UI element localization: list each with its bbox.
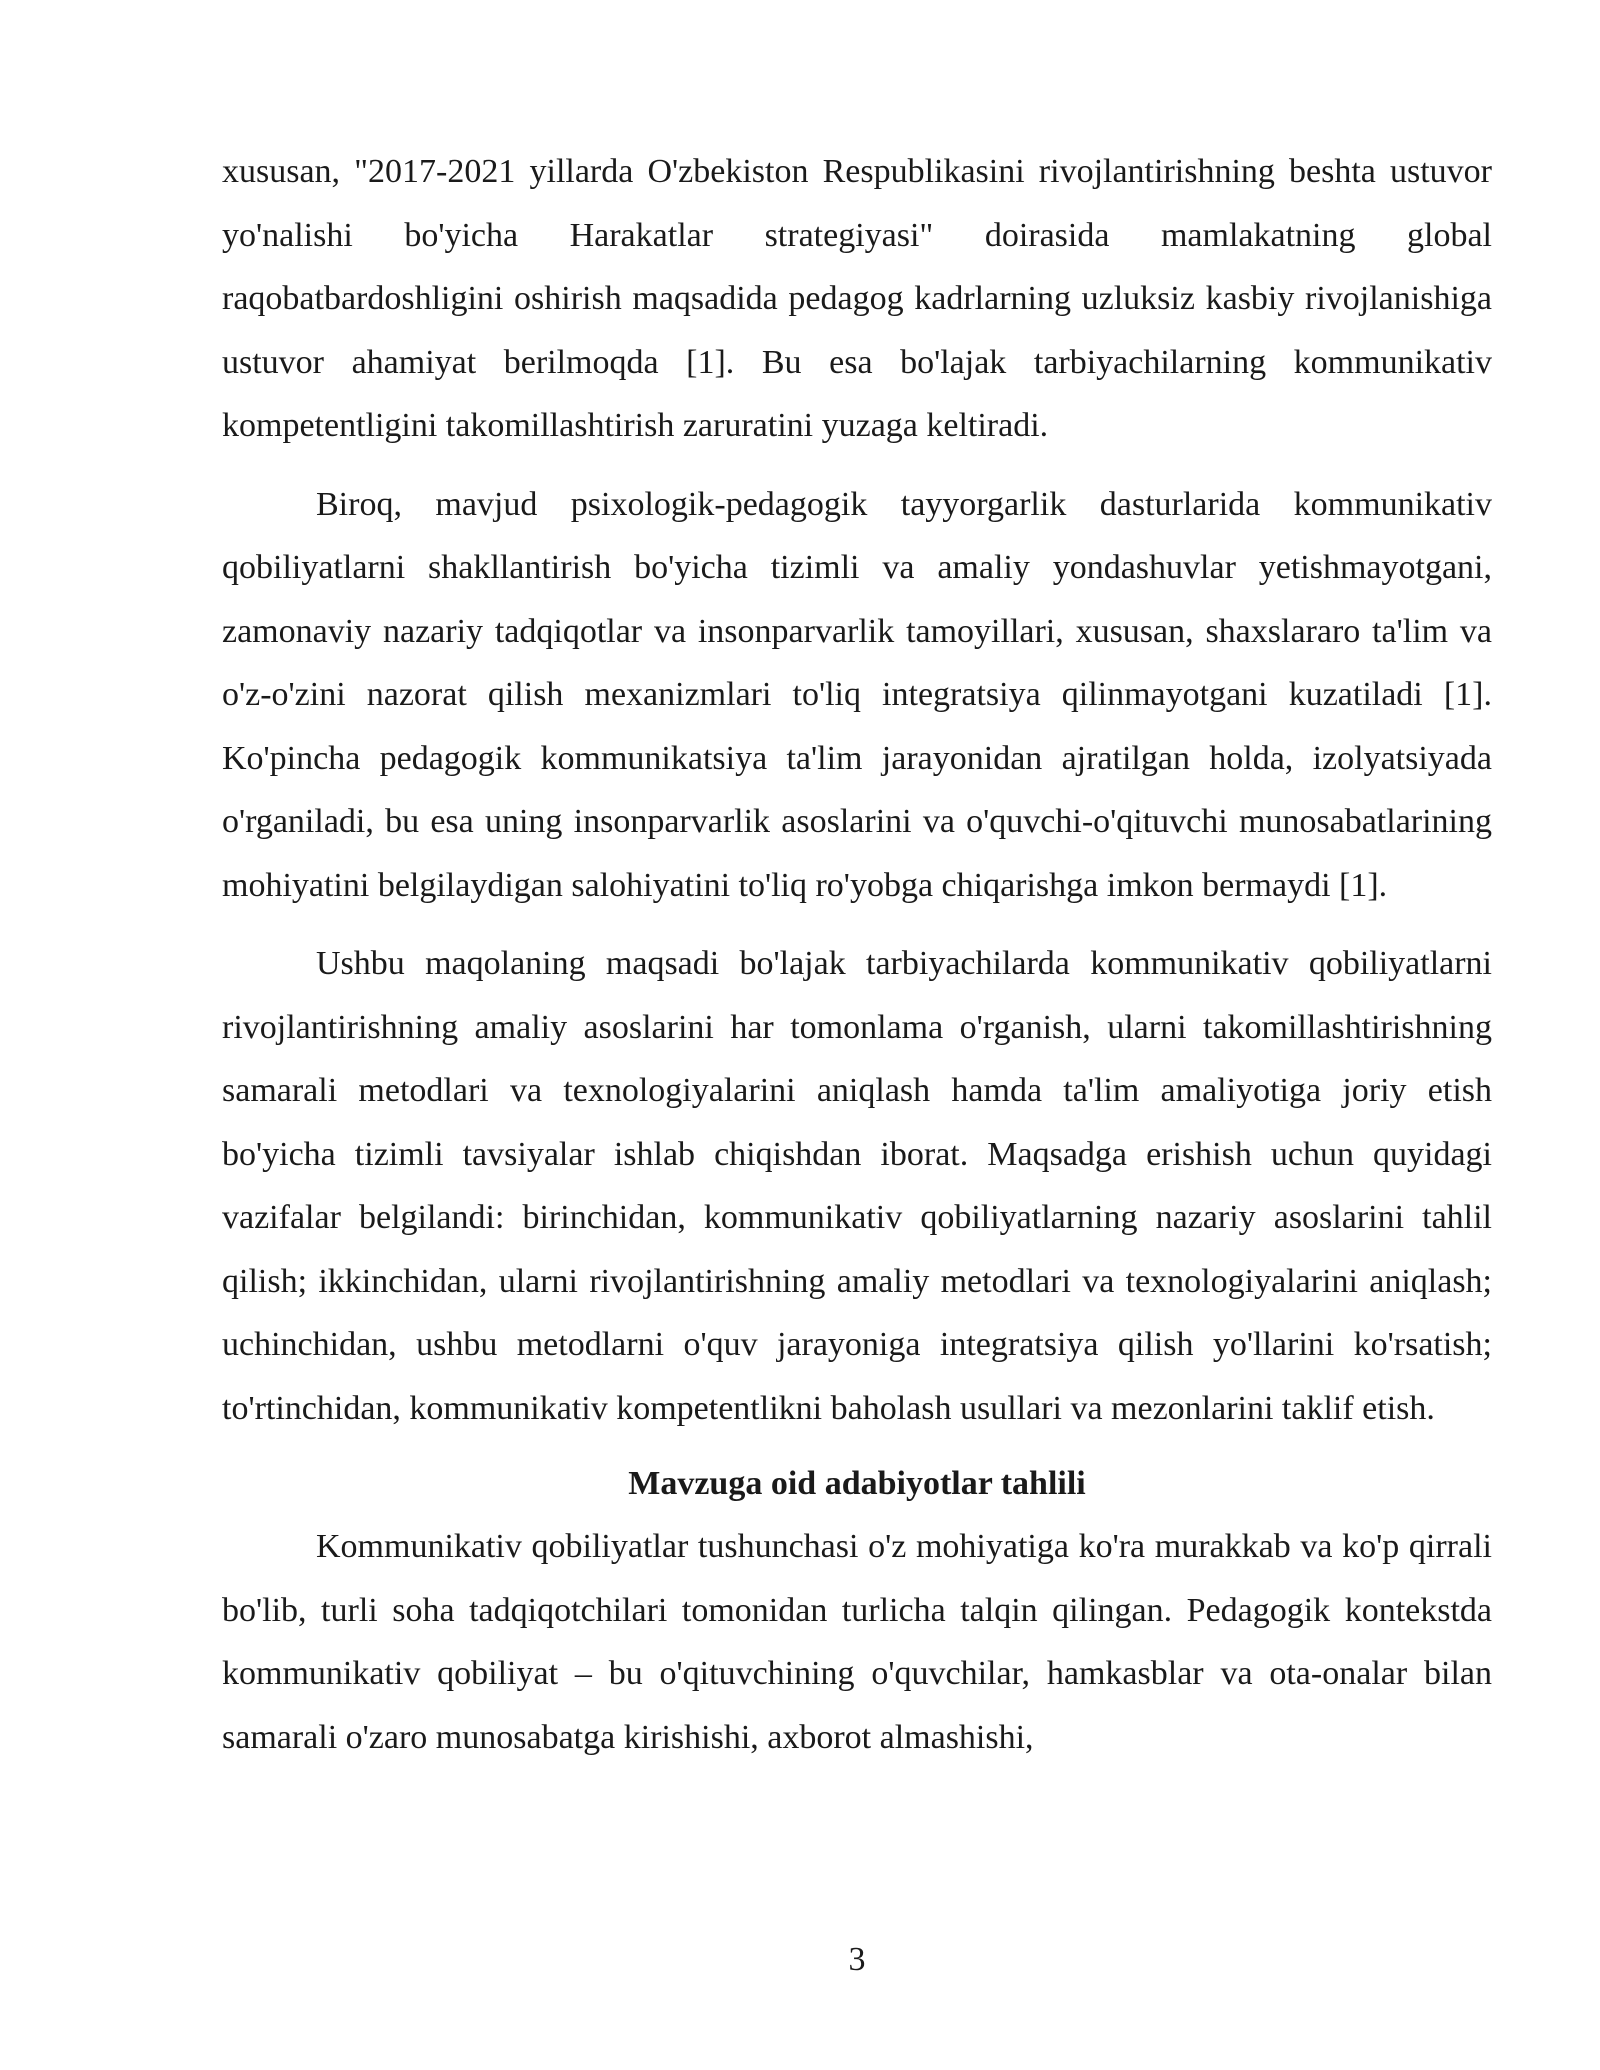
page-number: 3 <box>848 1941 866 1978</box>
paragraph-continuation: xususan, "2017-2021 yillarda O'zbekiston Respublikasini rivojlantirishning beshta ustuvor yo'nalishi bo'yicha Harakatlar strategiyasi" doirasida mamlakatning global raqobatbardoshligini oshirish maqsadida pedagog kadrlarning uzluksiz kasbiy rivojlanishiga ustuvor ahamiyat berilmoqda [1]. Bu esa bo'lajak tarbiyachilarning kommunikativ kompetentligini takomillashtirish zaruratini yuzaga keltiradi. <box>222 153 1492 444</box>
paragraph-biroq: Biroq, mavjud psixologik-pedagogik tayyorgarlik dasturlarida kommunikativ qobiliyatlarni shakllantirish bo'yicha tizimli va amaliy yondashuvlar yetishmayotgani, zamonaviy nazariy tadqiqotlar va insonparvarlik tamoyillari, xususan, shaxslararo ta'lim va o'z-o'zini nazorat qilish mexanizmlari to'liq integratsiya qilinmayotgani kuzatiladi [1]. Ko'pincha pedagogik kommunikatsiya ta'lim jarayonidan ajratilgan holda, izolyatsiyada o'rganiladi, bu esa uning insonparvarlik asoslarini va o'quvchi-o'qituvchi munosabatlarining mohiyatini belgilaydigan salohiyatini to'liq ro'yobga chiqarishga imkon bermaydi [1]. <box>222 485 1492 904</box>
paragraph-aim: Ushbu maqolaning maqsadi bo'lajak tarbiyachilarda kommunikativ qobiliyatlarni rivojlantirishning amaliy asoslarini har tomonlama o'rganish, ularni takomillashtirishning samarali metodlari va texnologiyalarini aniqlash hamda ta'lim amaliyotiga joriy etish bo'yicha tizimli tavsiyalar ishlab chiqishdan iborat. Maqsadga erishish uchun quyidagi vazifalar belgilandi: birinchidan, kommunikativ qobiliyatlarning nazariy asoslarini tahlil qilish; ikkinchidan, ularni rivojlantirishning amaliy metodlari va texnologiyalarini aniqlash; uchinchidan, ushbu metodlarni o'quv jarayoniga integratsiya qilish yo'llarini ko'rsatish; to'rtinchidan, kommunikativ kompetentlikni baholash usullari va mezonlarini taklif etish. <box>222 945 1492 1427</box>
document-page <box>222 140 1492 1769</box>
section-heading: Mavzuga oid adabiyotlar tahlili <box>628 1465 1086 1502</box>
paragraph-literature: Kommunikativ qobiliyatlar tushunchasi o'z mohiyatiga ko'ra murakkab va ko'p qirrali bo'lib, turli soha tadqiqotchilari tomonidan turlicha talqin qilingan. Pedagogik kontekstda kommunikativ qobiliyat – bu o'qituvchining o'quvchilar, hamkasblar va ota-onalar bilan samarali o'zaro munosabatga kirishishi, axborot almashishi, <box>222 1528 1492 1756</box>
